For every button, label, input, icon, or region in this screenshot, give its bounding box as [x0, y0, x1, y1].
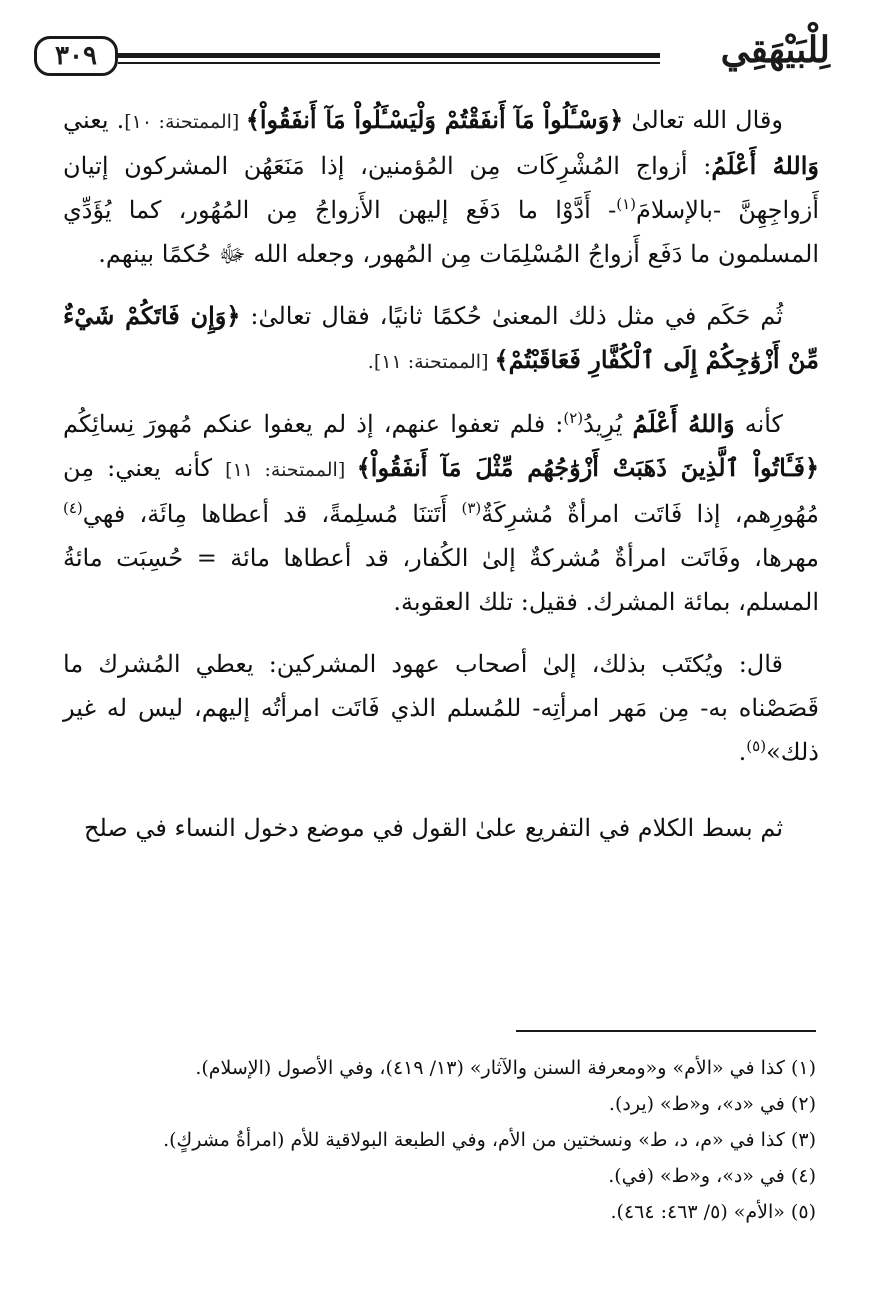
text-segment: كأنه [734, 410, 783, 438]
page-header [0, 0, 892, 95]
text-segment: . [738, 738, 747, 766]
paragraph [63, 98, 819, 276]
text-segment: ثم بسط الكلام في التفريع علىٰ القول في موضع دخول النساء في صلح [83, 814, 783, 842]
quran-verse: ﴿وَإِن فَاتَكُمْ شَيْءٌ مِّنْ أَزْوَٰجِكُمْ إِلَى ٱلْكُفَّارِ فَعَاقَبْتُمْ﴾ [63, 301, 819, 374]
footnote-marker: (٤) [63, 499, 83, 517]
text-segment: : فلم تعفوا عنهم، إذ لم يعفوا عنكم مُهورَ نِسائِكُم [63, 410, 564, 438]
footnote-4: (٤) في «د»، و«ط» (في). [608, 1165, 816, 1187]
footnote-2: (٢) في «د»، و«ط» (يرد). [608, 1093, 816, 1115]
quran-verse: ﴿فَـَٔاتُواْ ٱلَّذِينَ ذَهَبَتْ أَزْوَٰجُهُم مِّثْلَ مَآ أَنفَقُواْ﴾ [356, 453, 820, 482]
footnote-1: (١) كذا في «الأم» و«ومعرفة السنن والآثار» (١٣/ ٤١٩)، وفي الأصول (الإسلام). [195, 1057, 816, 1079]
main-text [63, 98, 819, 850]
text-segment: قال: ويُكتَب بذلك، إلىٰ أصحاب عهود المشركين: يعطي المُشرك ما قَصَصْناه به- مِن مَهر امرأتِه- للمُسلم الذي فَاتَت امرأتُه إليهم، ليس له غير ذلك» [63, 650, 819, 766]
footnote-3: (٣) كذا في «م، د، ط» ونسختين من الأم، وفي الطبعة البولاقية للأم (امرأةُ مشركٍ). [163, 1129, 816, 1151]
page-number-badge [34, 36, 118, 76]
text-segment: . يعني [63, 106, 125, 134]
paragraph [63, 294, 819, 384]
footnote-separator [516, 1030, 816, 1032]
quran-verse: ﴿وَسْـَٔلُواْ مَآ أَنفَقْتُمْ وَلْيَسْـَٔلُواْ مَآ أَنفَقُواْ﴾ [245, 105, 624, 134]
paragraph [63, 806, 819, 850]
text-segment: ثُم حَكَم في مثل ذلك المعنىٰ حُكمًا ثانيًا، فقال تعالىٰ: [240, 302, 784, 330]
text-segment: مهرها، وفَاتَت امرأةٌ مُشركةٌ إلىٰ الكُفار، قد أعطاها مائة = حُسِبَت مائةُ المسلم، بمائة المشرك. فقيل: تلك العقوبة. [63, 544, 819, 616]
verse-reference: [الممتحنة: ١١]. [367, 351, 495, 373]
text-segment: : أزواج المُشْرِكَات مِن المُؤمنين، إذا مَنَعَهُن المشركون إتيان أَزواجِهِنَّ -بالإسلامَ [63, 152, 819, 224]
text-segment: - أَدَّوْا ما دَفَع إليهن الأَزواجُ مِن المُهُور، كما يُؤَدِّي المسلمون ما دَفَع أَزواجُ المُسْلِمَات مِن المُهور، وجعله الله ﷻ حُكمًا بينهم. [63, 196, 819, 268]
footnote-5: (٥) «الأم» (٥/ ٤٦٣: ٤٦٤). [610, 1201, 816, 1223]
verse-reference: [الممتحنة: ١١] [225, 459, 357, 481]
footnote-marker: (١) [616, 195, 636, 213]
verse-reference: [الممتحنة: ١٠] [124, 111, 246, 133]
honorific-phrase: وَاللهُ أَعْلَمُ [632, 409, 735, 438]
footnote-marker: (٥) [746, 737, 767, 755]
text-segment: وقال الله تعالىٰ [623, 106, 783, 134]
paragraph [63, 642, 819, 774]
footnotes [56, 1050, 816, 1230]
page-number: ٣٠٩ [55, 41, 97, 71]
text-segment: كأنه يعني: مِن مُهُورِهم، إذا فَاتَت امرأةٌ مُشرِكَةٌ [63, 454, 819, 528]
paragraph [63, 402, 819, 624]
header-rule-thin [118, 62, 660, 64]
running-title: لِلْبَيْهَقِي [720, 29, 830, 71]
footnote-marker: (٢) [563, 409, 584, 427]
honorific-phrase: وَاللهُ أَعْلَمُ [711, 151, 819, 180]
text-segment: يُرِيدُ [583, 410, 633, 438]
header-rule [118, 53, 660, 58]
text-segment: أَتَتنَا مُسلِمةً، قد أعطاها مِائَة، فهي [82, 500, 462, 528]
footnote-marker: (٣) [461, 499, 482, 517]
